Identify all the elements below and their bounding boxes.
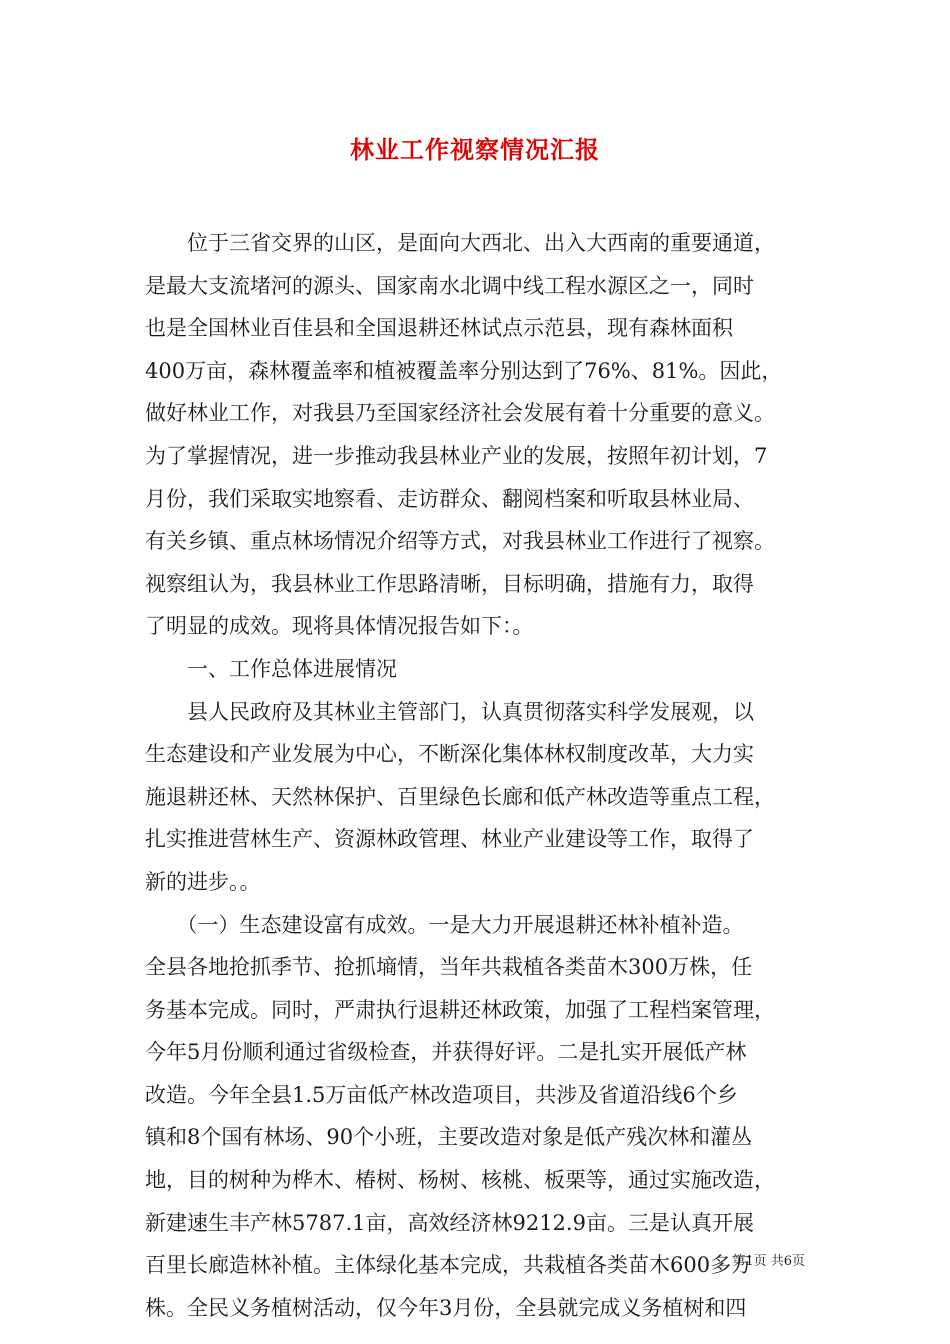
document-body: [145, 222, 825, 1329]
text-line: 新建速生丰产林5787.1亩，高效经济林9212.9亩。三是认真开展: [145, 1210, 754, 1235]
text-line: 新的进步。。: [145, 869, 261, 894]
text-line: 株。全民义务植树活动，仅今年3月份，全县就完成义务植树和四: [145, 1295, 747, 1320]
text-line: 全县各地抢抓季节、抢抓墒情，当年共栽植各类苗木300万株，任: [145, 955, 753, 980]
text-line: 生态建设和产业发展为中心，不断深化集体林权制度改革，大力实: [145, 742, 754, 767]
text-line: 有关乡镇、重点林场情况介绍等方式，对我县林业工作进行了视察。: [145, 529, 775, 554]
text-line: 视察组认为，我县林业工作思路清晰，目标明确，措施有力，取得: [145, 571, 754, 596]
text-line: 地，目的树种为桦木、椿树、杨树、核桃、板栗等，通过实施改造，: [145, 1168, 775, 1193]
text-line: 做好林业工作，对我县乃至国家经济社会发展有着十分重要的意义。: [145, 401, 775, 426]
text-line: 百里长廊造林补植。主体绿化基本完成，共栽植各类苗木600多万: [145, 1253, 753, 1278]
text-line: 镇和8个国有林场、90个小班，主要改造对象是低产残次林和灌丛: [145, 1125, 753, 1150]
section-heading: 一、工作总体进展情况: [145, 656, 397, 681]
subsection-line: （一）生态建设富有成效。一是大力开展退耕还林补植补造。: [145, 912, 744, 937]
text-line: 扎实推进营林生产、资源林政管理、林业产业建设等工作，取得了: [145, 827, 754, 852]
text-line: 县人民政府及其林业主管部门，认真贯彻落实科学发展观，以: [145, 699, 754, 724]
text-line: 也是全国林业百佳县和全国退耕还林试点示范县，现有森林面积: [145, 316, 733, 341]
page-number: 第1页 共6页: [732, 1254, 805, 1269]
document-title: 林业工作视察情况汇报: [350, 135, 600, 164]
text-line: 了明显的成效。现将具体情况报告如下：。: [145, 614, 534, 639]
text-line: 是最大支流堵河的源头、国家南水北调中线工程水源区之一，同时: [145, 273, 754, 298]
text-line: 位于三省交界的山区，是面向大西北、出入大西南的重要通道，: [145, 231, 775, 255]
text-line: 改造。今年全县1.5万亩低产林改造项目，共涉及省道沿线6个乡: [145, 1082, 738, 1107]
text-line: 月份，我们采取实地察看、走访群众、翻阅档案和听取县林业局、: [145, 486, 754, 511]
text-line: 施退耕还林、天然林保护、百里绿色长廊和低产林改造等重点工程，: [145, 784, 775, 809]
text-line: 今年5月份顺利通过省级检查，并获得好评。二是扎实开展低产林: [145, 1040, 747, 1065]
text-line: 400万亩，森林覆盖率和植被覆盖率分别达到了76%、81%。因此，: [145, 358, 783, 383]
text-line: 为了掌握情况，进一步推动我县林业产业的发展，按照年初计划，7: [145, 443, 768, 468]
text-line: 务基本完成。同时，严肃执行退耕还林政策，加强了工程档案管理，: [145, 997, 775, 1022]
